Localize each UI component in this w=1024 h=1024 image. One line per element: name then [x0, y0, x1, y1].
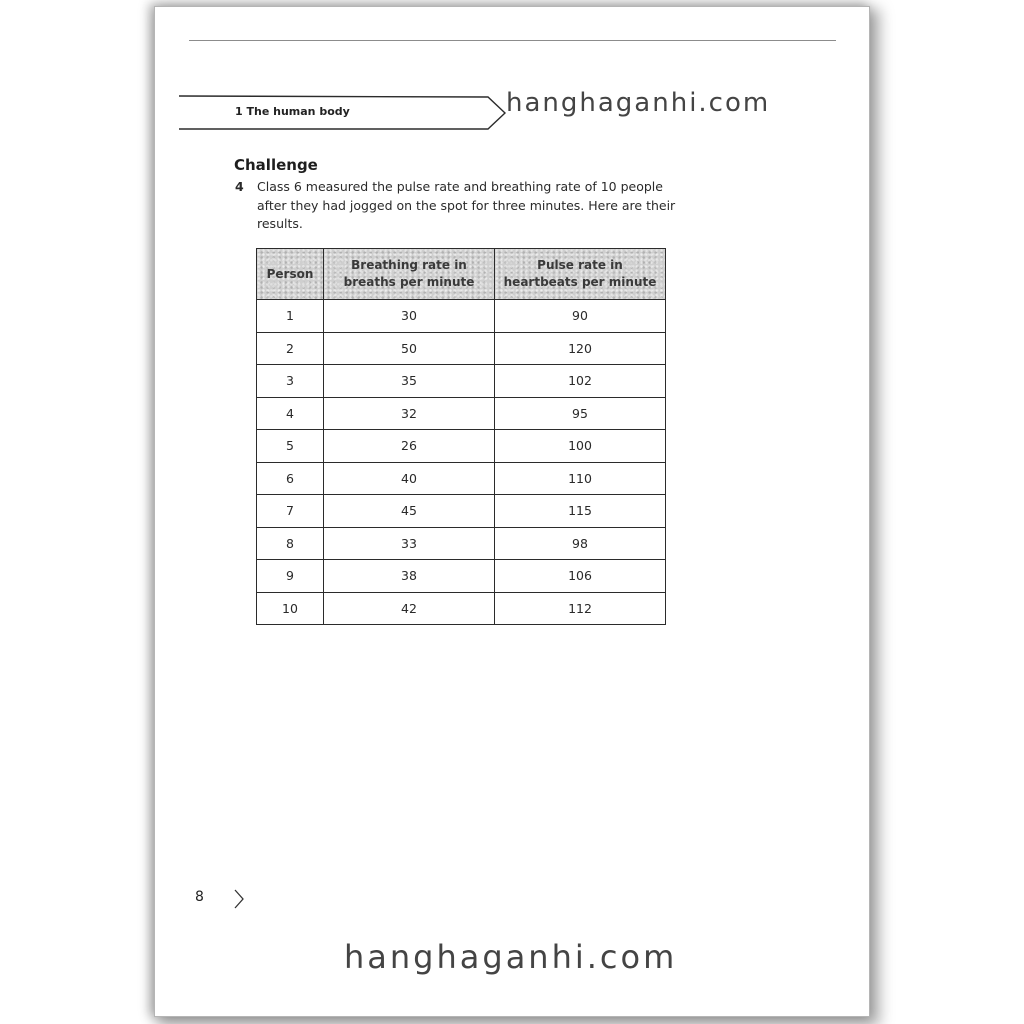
- watermark-top: hanghaganhi.com: [506, 88, 771, 118]
- cell-person: 1: [257, 300, 324, 333]
- watermark-bottom: hanghaganhi.com: [344, 938, 678, 976]
- chapter-banner: [178, 94, 508, 132]
- header-breathing-rate: [324, 249, 495, 300]
- table-row: [257, 300, 666, 333]
- header-pulse-rate: [495, 249, 666, 300]
- header-breathing-line1: Breathing rate in: [351, 258, 467, 272]
- cell-pulse: 100: [495, 430, 666, 463]
- cell-breathing: 33: [324, 527, 495, 560]
- cell-person: 4: [257, 397, 324, 430]
- table-row: [257, 560, 666, 593]
- cell-pulse: 112: [495, 592, 666, 625]
- cell-pulse: 90: [495, 300, 666, 333]
- cell-breathing: 30: [324, 300, 495, 333]
- cell-pulse: 120: [495, 332, 666, 365]
- cell-person: 10: [257, 592, 324, 625]
- table-row: [257, 397, 666, 430]
- cell-pulse: 106: [495, 560, 666, 593]
- chapter-label: 1 The human body: [235, 105, 350, 118]
- cell-person: 2: [257, 332, 324, 365]
- cell-breathing: 26: [324, 430, 495, 463]
- cell-person: 8: [257, 527, 324, 560]
- question-text: Class 6 measured the pulse rate and breathing rate of 10 people after they had jogged on the spot for three minutes. Here are their results.: [257, 179, 676, 231]
- top-rule-divider: [189, 40, 836, 41]
- header-breathing-line2: breaths per minute: [343, 275, 475, 289]
- cell-breathing: 50: [324, 332, 495, 365]
- table-row: [257, 365, 666, 398]
- cell-breathing: 40: [324, 462, 495, 495]
- table-row: [257, 495, 666, 528]
- cell-pulse: 98: [495, 527, 666, 560]
- cell-breathing: 42: [324, 592, 495, 625]
- page-number: 8: [195, 889, 204, 905]
- header-person: Person: [257, 249, 324, 300]
- cell-person: 6: [257, 462, 324, 495]
- cell-person: 5: [257, 430, 324, 463]
- cell-pulse: 102: [495, 365, 666, 398]
- cell-pulse: 95: [495, 397, 666, 430]
- cell-person: 7: [257, 495, 324, 528]
- header-pulse-line2: heartbeats per minute: [503, 275, 657, 289]
- cell-breathing: 45: [324, 495, 495, 528]
- table-row: [257, 332, 666, 365]
- cell-pulse: 115: [495, 495, 666, 528]
- table-row: [257, 430, 666, 463]
- table-row: [257, 527, 666, 560]
- section-title: Challenge: [234, 156, 318, 174]
- chevron-right-icon: [232, 888, 246, 910]
- cell-breathing: 38: [324, 560, 495, 593]
- cell-person: 9: [257, 560, 324, 593]
- table-header-row: [257, 249, 666, 300]
- table-row: [257, 592, 666, 625]
- cell-person: 3: [257, 365, 324, 398]
- cell-pulse: 110: [495, 462, 666, 495]
- results-table: [256, 248, 666, 625]
- table-row: [257, 462, 666, 495]
- cell-breathing: 32: [324, 397, 495, 430]
- cell-breathing: 35: [324, 365, 495, 398]
- header-pulse-line1: Pulse rate in: [537, 258, 623, 272]
- question-number: 4: [235, 179, 244, 194]
